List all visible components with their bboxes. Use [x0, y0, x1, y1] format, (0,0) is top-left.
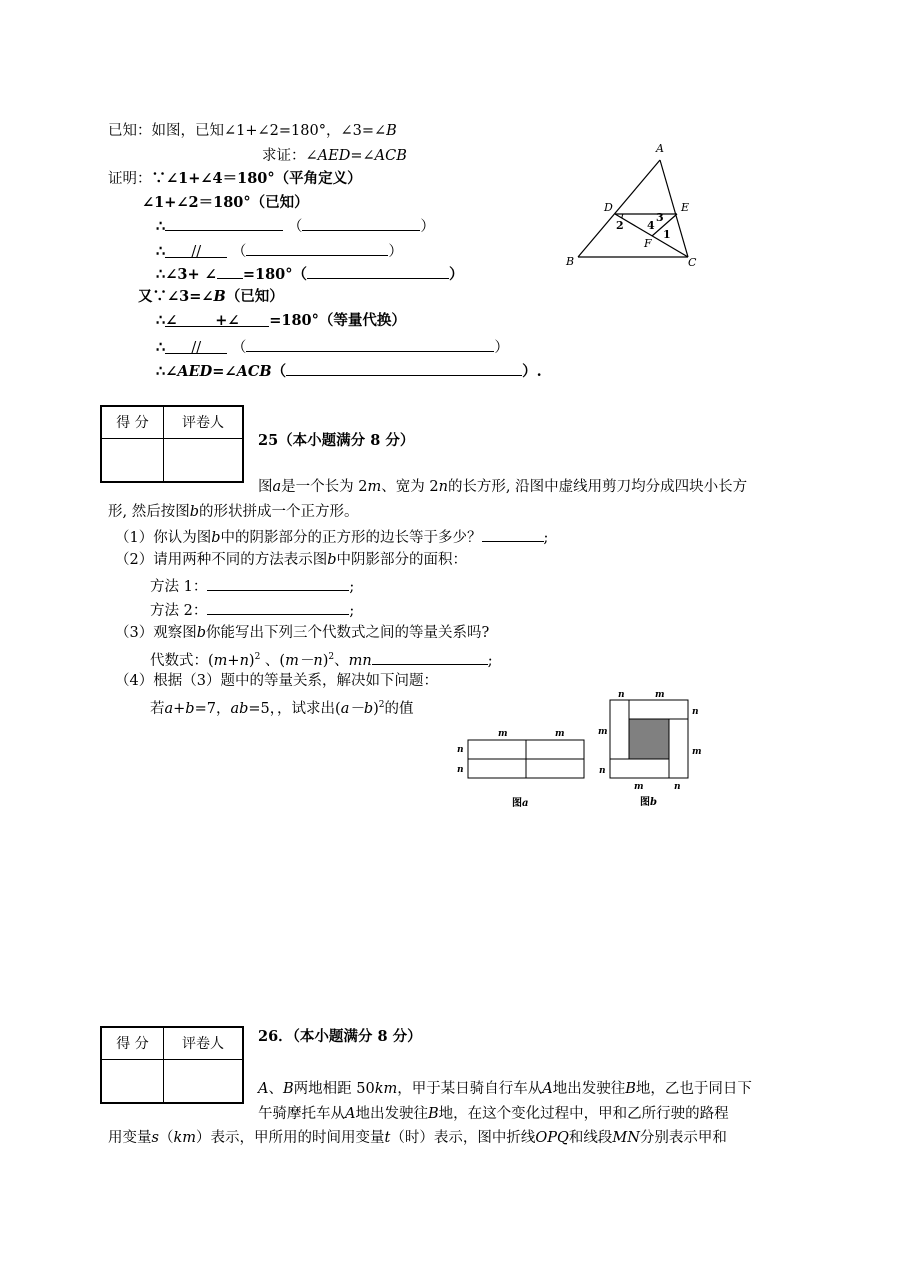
figure-a	[452, 724, 592, 814]
q25-part1: （1）你认为图b中的阴影部分的正方形的边长等于多少？ ;	[115, 526, 548, 548]
grader-cell[interactable]	[164, 1059, 244, 1103]
q25-method2: 方法 2： ;	[150, 599, 354, 621]
answer-blank-side[interactable]	[482, 526, 544, 542]
q24-prove: 求证：∠AED=∠ACB	[262, 148, 407, 164]
figure-b	[596, 688, 708, 810]
figure-b-m-left: m	[598, 727, 608, 737]
q25-method1: 方法 1： ;	[150, 575, 354, 597]
score-header: 得 分	[101, 1027, 164, 1059]
reason-blank-1[interactable]	[302, 215, 420, 231]
figure-b-n-right: n	[692, 707, 699, 717]
figure-b-m-right: m	[692, 747, 702, 757]
q24-given: 已知：如图，已知∠1+∠2=180°，∠3=∠B	[108, 123, 397, 139]
q24-proof-line2: ∠1+∠2＝180°（已知）	[142, 194, 309, 211]
grader-header: 评卷人	[164, 406, 244, 438]
q25-intro-line2: 形, 然后按图b的形状拼成一个正方形。	[108, 504, 359, 520]
answer-blank-method2[interactable]	[207, 599, 349, 615]
q26-line2: 午骑摩托车从A地出发驶往B地，在这个变化过程中，甲和乙所行驶的路程	[258, 1106, 729, 1122]
score-header: 得 分	[101, 406, 164, 438]
q25-part4: （4）根据（3）题中的等量关系，解决如下问题：	[115, 673, 438, 689]
label-angle-1: 1	[663, 228, 671, 241]
q24-proof-line8: ∴ // （ ）	[156, 336, 509, 358]
q24-proof-line5: ∴∠3+ ∠ =180°（ ）	[156, 263, 464, 285]
score-cell[interactable]	[101, 438, 164, 482]
label-c: C	[688, 256, 697, 269]
figure-b-n-bottom: n	[674, 782, 681, 792]
reason-blank-4[interactable]	[246, 336, 494, 352]
label-b: B	[566, 255, 575, 268]
label-a: A	[656, 142, 664, 155]
q24-proof-line4: ∴ // （ ）	[156, 240, 403, 262]
figure-b-caption: 图b	[640, 797, 657, 808]
figure-b-shaded-square	[629, 719, 669, 759]
grader-cell[interactable]	[164, 438, 244, 482]
q25-part3: （3）观察图b你能写出下列三个代数式之间的等量关系吗?	[115, 625, 490, 641]
figure-b-n-top: n	[618, 690, 625, 700]
q26-line1: A、B两地相距 50km，甲于某日骑自行车从A地出发驶往B地，乙也于同日下	[258, 1081, 752, 1097]
q25-part2: （2）请用两种不同的方法表示图b中阴影部分的面积：	[115, 552, 468, 568]
score-cell[interactable]	[101, 1059, 164, 1103]
reason-blank-5[interactable]	[286, 360, 522, 376]
label-e: E	[681, 201, 690, 214]
q24-proof-line3: ∴ （ ）	[156, 215, 435, 237]
q26-line3: 用变量s（km）表示，甲所用的时间用变量t（时）表示，图中折线OPQ和线段MN分别表示甲和	[108, 1130, 727, 1146]
triangle-figure	[560, 140, 710, 270]
q24-proof-line7: ∴∠ +∠ =180°（等量代换）	[156, 312, 406, 329]
q25-algebra: 代数式：$(m+n)^2$ 、$(m-n)^2$、mn ;	[150, 647, 493, 671]
score-table-26	[100, 1026, 244, 1104]
answer-blank-relation[interactable]	[372, 649, 488, 665]
reason-blank-3[interactable]	[307, 263, 449, 279]
angle-2-arc	[622, 214, 623, 218]
q25-part4-question: 若a+b=7，ab=5，，试求出$(a-b)^2$的值	[150, 700, 414, 717]
figure-b-n-left: n	[599, 766, 606, 776]
q24-proof-line1: 证明：∵∠1+∠4＝180°（平角定义）	[108, 170, 362, 187]
figure-b-m-top: m	[655, 690, 665, 700]
figure-a-n2: n	[457, 765, 464, 775]
label-angle-4: 4	[647, 219, 655, 232]
label-angle-2: 2	[616, 219, 624, 232]
label-d: D	[604, 201, 613, 214]
score-table-25	[100, 405, 244, 483]
figure-a-m2: m	[555, 729, 565, 739]
figure-a-n1: n	[457, 745, 464, 755]
figure-a-m1: m	[498, 729, 508, 739]
q25-intro-line1: 图a是一个长为 2m、宽为 2n的长方形, 沿图中虚线用剪刀均分成四块小长方	[258, 479, 748, 495]
q24-proof-line6: 又∵∠3=∠B（已知）	[138, 288, 284, 305]
label-angle-3: 3	[656, 211, 664, 224]
label-f: F	[644, 237, 652, 250]
reason-blank-2[interactable]	[246, 240, 388, 256]
q26-title: 26．（本小题满分 8 分）	[258, 1028, 422, 1045]
grader-header: 评卷人	[164, 1027, 244, 1059]
q25-title: 25（本小题满分 8 分）	[258, 432, 415, 449]
q24-proof-line9: ∴∠AED=∠ACB（ ）.	[156, 360, 542, 382]
figure-a-caption: 图a	[512, 798, 529, 809]
answer-blank-method1[interactable]	[207, 575, 349, 591]
figure-b-m-bottom: m	[634, 782, 644, 792]
